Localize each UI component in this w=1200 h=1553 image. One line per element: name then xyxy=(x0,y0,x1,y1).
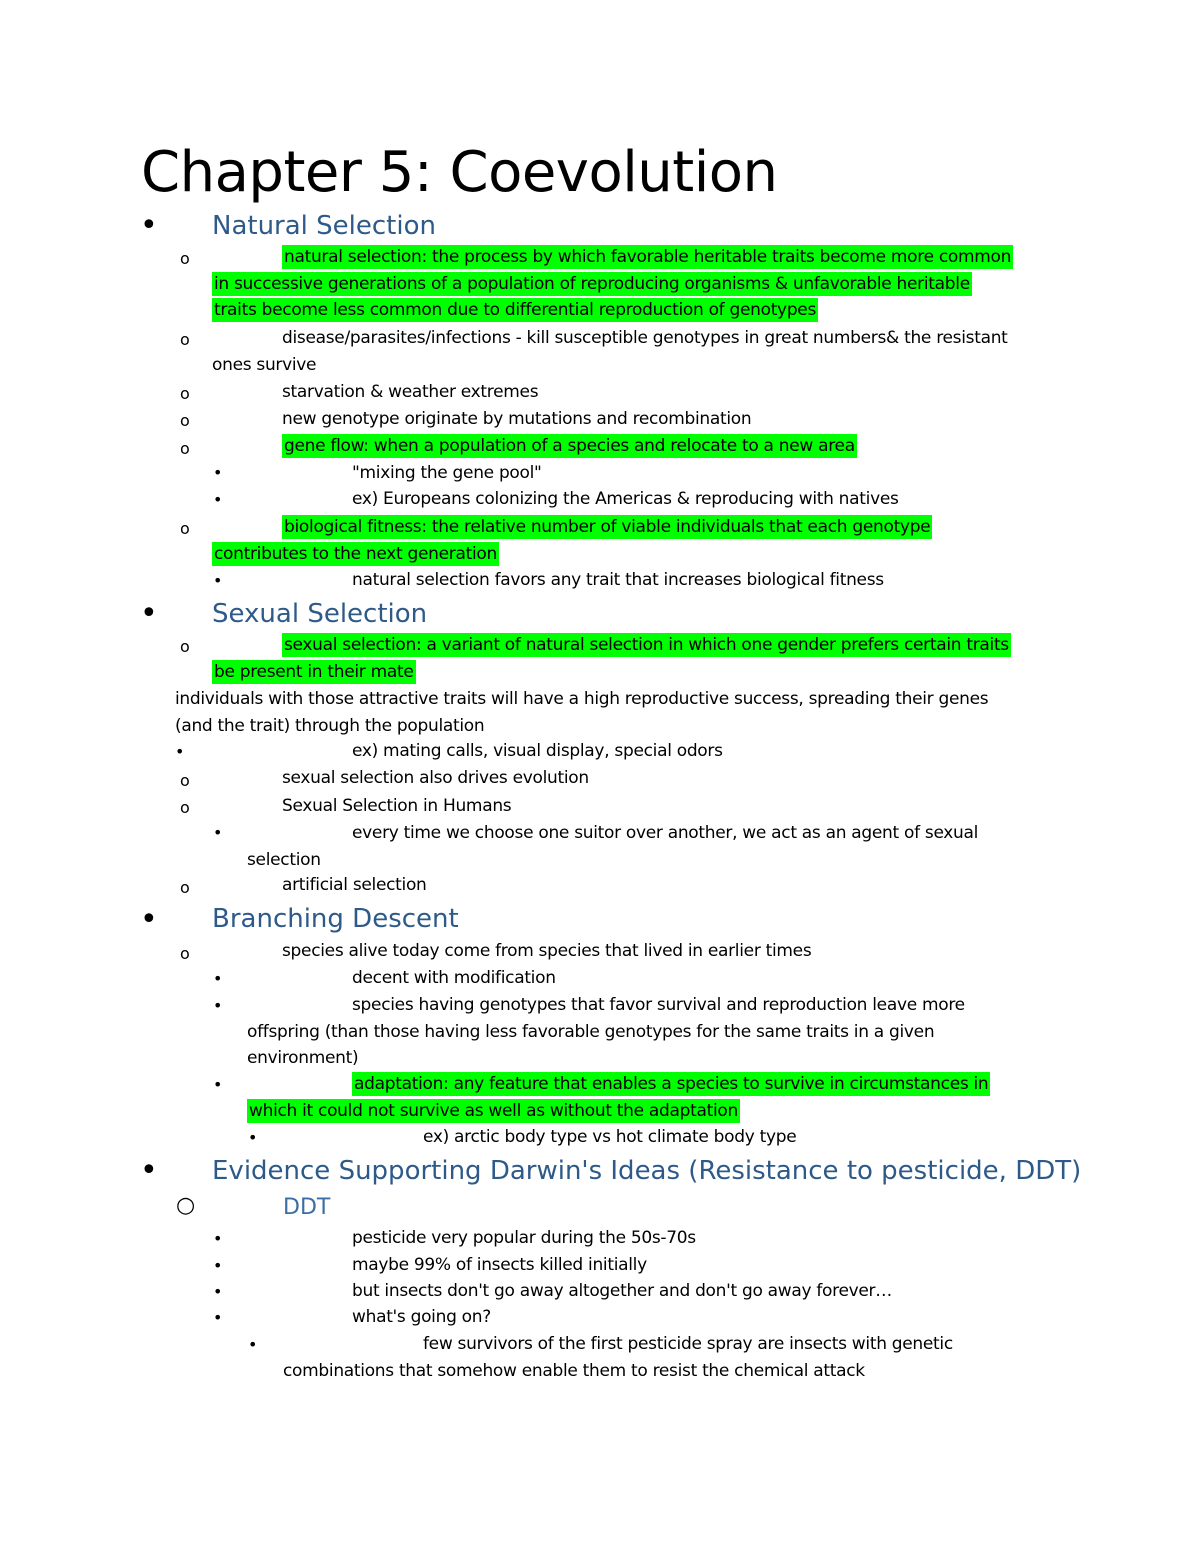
drives-evolution-item: sexual selection also drives evolution xyxy=(282,768,589,788)
bullet-disc: • xyxy=(175,742,185,761)
bullet-disc: • xyxy=(213,823,223,842)
bullet-disc: • xyxy=(213,463,223,482)
text-line: combinations that somehow enable them to resist the chemical attack xyxy=(283,1360,865,1381)
bullet-circle: o xyxy=(180,637,190,656)
text-line: few survivors of the first pesticide spray are insects with genetic xyxy=(423,1334,953,1354)
bullet-disc: • xyxy=(213,1075,223,1094)
text-line xyxy=(212,541,932,568)
insects-return-item: but insects don't go away altogether and don't go away forever… xyxy=(352,1281,892,1301)
bullet-circle: o xyxy=(180,519,190,538)
species-alive-item: species alive today come from species that lived in earlier times xyxy=(282,941,812,961)
gene-flow-item xyxy=(282,433,857,460)
mating-calls-item: ex) mating calls, visual display, special odors xyxy=(352,741,723,761)
whats-going-on-item: what's going on? xyxy=(352,1307,491,1327)
mixing-gene-pool-item: "mixing the gene pool" xyxy=(352,463,542,483)
bullet-circle: o xyxy=(180,771,190,790)
attractive-traits-paragraph xyxy=(175,686,988,739)
text-line xyxy=(247,1071,990,1098)
highlighted-text: contributes to the next generation xyxy=(214,543,497,564)
starvation-item: starvation & weather extremes xyxy=(282,382,539,402)
arctic-body-item: ex) arctic body type vs hot climate body type xyxy=(423,1127,797,1147)
bullet-disc: • xyxy=(213,969,223,988)
new-genotype-item: new genotype originate by mutations and recombination xyxy=(282,409,752,429)
highlighted-text: in successive generations of a population of reproducing organisms & unfavorable heritable xyxy=(214,273,970,294)
bullet-circle: o xyxy=(180,249,190,268)
text-line xyxy=(212,632,1011,659)
bullet-disc: • xyxy=(213,1308,223,1327)
section-heading-evidence: Evidence Supporting Darwin's Ideas (Resistance to pesticide, DDT) xyxy=(212,1156,1082,1186)
favors-fitness-item: natural selection favors any trait that increases biological fitness xyxy=(352,570,884,590)
text-line: ones survive xyxy=(212,354,317,375)
humans-item: Sexual Selection in Humans xyxy=(282,796,512,816)
europeans-item: ex) Europeans colonizing the Americas & reproducing with natives xyxy=(352,489,899,509)
highlighted-text: which it could not survive as well as without the adaptation xyxy=(249,1100,738,1121)
text-line: environment) xyxy=(247,1048,359,1068)
bullet-disc: • xyxy=(140,902,158,937)
text-line xyxy=(212,659,1011,686)
favorable-genotypes-item xyxy=(247,992,965,1072)
highlighted-text: biological fitness: the relative number of viable individuals that each genotype xyxy=(284,517,931,537)
subheading-ddt: DDT xyxy=(283,1195,331,1220)
bullet-disc: • xyxy=(248,1335,258,1354)
section-heading-sexual-selection: Sexual Selection xyxy=(212,599,428,629)
bullet-circle: o xyxy=(180,944,190,963)
bullet-disc: • xyxy=(140,596,158,631)
disease-item xyxy=(212,325,1008,378)
text-line: disease/parasites/infections - kill susceptible genotypes in great numbers& the resistant xyxy=(282,328,1008,348)
sexual-selection-definition xyxy=(212,632,1011,685)
bullet-circle: o xyxy=(180,439,190,458)
text-line xyxy=(247,1098,990,1125)
bullet-circle: o xyxy=(180,384,190,403)
suitor-item xyxy=(247,820,978,873)
page-title: Chapter 5: Coevolution xyxy=(141,140,778,205)
text-line: species having genotypes that favor survival and reproduction leave more xyxy=(352,995,965,1015)
bullet-circle: o xyxy=(180,330,190,349)
bullet-disc: • xyxy=(213,571,223,590)
survivors-item xyxy=(283,1331,953,1384)
bullet-disc: • xyxy=(140,1153,158,1188)
artificial-selection-item: artificial selection xyxy=(282,875,427,895)
pesticide-popular-item: pesticide very popular during the 50s-70s xyxy=(352,1228,696,1248)
bullet-disc: • xyxy=(213,1229,223,1248)
bullet-circle: o xyxy=(180,411,190,430)
text-line xyxy=(212,297,1013,324)
insects-killed-item: maybe 99% of insects killed initially xyxy=(352,1255,647,1275)
text-line xyxy=(212,514,932,541)
text-line: individuals with those attractive traits will have a high reproductive success, spreading their genes xyxy=(175,689,989,709)
bullet-disc: • xyxy=(213,490,223,509)
biological-fitness-definition xyxy=(212,514,932,567)
natural-selection-definition xyxy=(212,244,1013,324)
highlighted-text: sexual selection: a variant of natural selection in which one gender prefers certain traits xyxy=(284,635,1009,655)
section-heading-natural-selection: Natural Selection xyxy=(212,211,436,241)
text-line xyxy=(212,271,1013,298)
section-heading-branching-descent: Branching Descent xyxy=(212,904,459,934)
bullet-disc: • xyxy=(140,208,158,243)
bullet-disc: • xyxy=(248,1128,258,1147)
bullet-disc: • xyxy=(213,1256,223,1275)
text-line: offspring (than those having less favorable genotypes for the same traits in a given xyxy=(247,1021,935,1042)
bullet-circle: ○ xyxy=(176,1193,196,1218)
adaptation-definition xyxy=(247,1071,990,1124)
highlighted-text: traits become less common due to differential reproduction of genotypes xyxy=(214,300,817,320)
bullet-disc: • xyxy=(213,1282,223,1301)
highlighted-text: adaptation: any feature that enables a species to survive in circumstances in xyxy=(354,1074,989,1094)
bullet-circle: o xyxy=(180,798,190,817)
bullet-disc: • xyxy=(213,996,223,1015)
highlighted-text: gene flow: when a population of a species and relocate to a new area xyxy=(284,436,855,456)
text-line: (and the trait) through the population xyxy=(175,715,485,736)
text-line xyxy=(212,244,1013,271)
text-line: selection xyxy=(247,849,321,870)
text-line: every time we choose one suitor over another, we act as an agent of sexual xyxy=(352,823,979,843)
highlighted-text: natural selection: the process by which favorable heritable traits become more common xyxy=(284,247,1012,267)
decent-modification-item: decent with modification xyxy=(352,968,556,988)
highlighted-text: be present in their mate xyxy=(214,661,414,682)
bullet-circle: o xyxy=(180,878,190,897)
